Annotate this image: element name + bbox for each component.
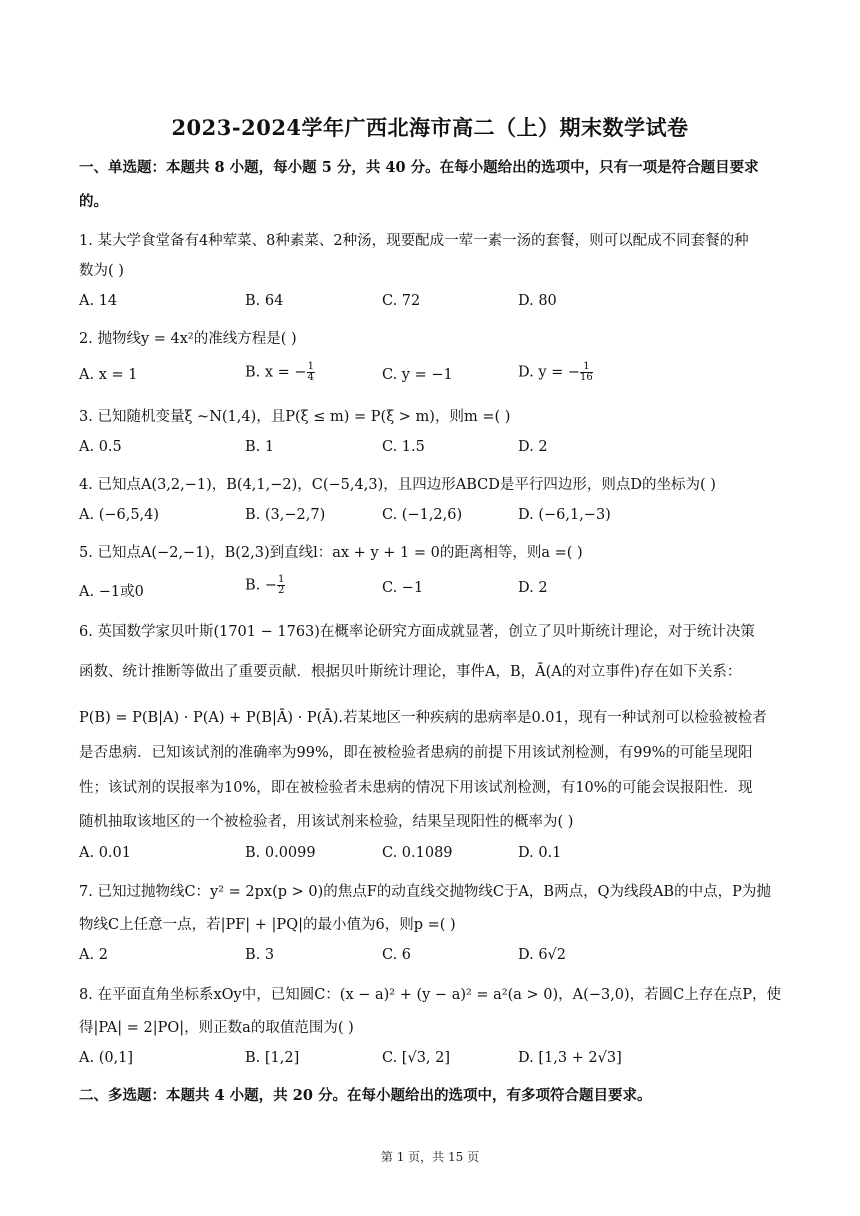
q8-option-a: A. (0,1] [79,1050,134,1066]
q1-option-d: D. 80 [518,293,557,309]
q1-text-line1: 1. 某大学食堂备有4种荤菜、8种素菜、2种汤，现要配成一荤一素一汤的套餐，则可以配成不同套餐的种 [79,233,749,249]
q2-option-d-label: D. y = − [518,364,581,381]
q5-option-b-fraction [277,575,285,596]
q4-option-b: B. (3,−2,7) [245,507,326,523]
q8-text-line2: 得|PA| = 2|PO|，则正数a的取值范围为( ) [79,1020,354,1036]
q6-option-b: B. 0.0099 [245,845,316,861]
exam-title: 2023-2024学年广西北海市高二（上）期末数学试卷 [171,115,689,140]
q2-text: 2. 抛物线y = 4x²的准线方程是( ) [79,331,297,347]
q7-option-b: B. 3 [245,947,275,963]
q3-option-a: A. 0.5 [79,439,122,455]
q1-option-b: B. 64 [245,293,284,309]
q6-text-line4: 是否患病．已知该试剂的准确率为99%，即在被检验者患病的前提下用该试剂检测，有99%的可能呈现阳 [79,745,753,761]
q6-option-d: D. 0.1 [518,845,562,861]
q5-option-d: D. 2 [518,580,548,596]
q8-option-d: D. [1,3 + 2√3] [518,1050,622,1066]
q2-option-b-fraction [307,362,315,383]
q1-text-line2: 数为( ) [79,263,124,279]
q1-option-c: C. 72 [382,293,421,309]
q4-option-d: D. (−6,1,−3) [518,507,611,523]
q5-option-b-numerator: 1 [278,574,285,585]
q6-text-line1: 6. 英国数学家贝叶斯(1701 − 1763)在概率论研究方面成就显著，创立了贝叶斯统计理论，对于统计决策 [79,624,755,640]
section1-heading-line1: 一、单选题：本题共 8 小题，每小题 5 分，共 40 分。在每小题给出的选项中，只有一项是符合题目要求 [79,159,759,176]
q2-option-b-numerator: 1 [307,361,314,372]
q7-option-c: C. 6 [382,947,412,963]
section2-heading: 二、多选题：本题共 4 小题，共 20 分。在每小题给出的选项中，有多项符合题目要求。 [79,1087,652,1104]
q6-option-a: A. 0.01 [79,845,131,861]
q5-option-b-denominator: 2 [278,585,285,596]
q6-text-line5: 性；该试剂的误报率为10%，即在被检验者未患病的情况下用该试剂检测，有10%的可能会误报阳性．现 [79,780,753,796]
q2-option-d [518,362,593,383]
q2-option-d-numerator: 1 [580,362,593,373]
q7-text-line2: 物线C上任意一点，若|PF| + |PQ|的最小值为6，则p =( ) [79,917,456,933]
q5-option-c: C. −1 [382,580,424,596]
q6-text-line2: 函数、统计推断等做出了重要贡献．根据贝叶斯统计理论，事件A，B，Ā(A的对立事件)存在如下关系： [79,664,742,680]
q2-option-c: C. y = −1 [382,367,453,383]
q4-text: 4. 已知点A(3,2,−1)，B(4,1,−2)，C(−5,4,3)，且四边形ABCD是平行四边形，则点D的坐标为( ) [79,477,716,493]
q2-option-d-fraction [580,362,593,383]
q8-option-b: B. [1,2] [245,1050,300,1066]
q3-text: 3. 已知随机变量ξ ~N(1,4)，且P(ξ ≤ m) = P(ξ > m)，则m =( ) [79,409,511,425]
q8-text-line1: 8. 在平面直角坐标系xOy中，已知圆C：(x − a)² + (y − a)² = a²(a > 0)，A(−3,0)，若圆C上存在点P，使 [79,987,782,1003]
q2-option-a: A. x = 1 [79,367,138,383]
q2-option-b-denominator: 4 [307,372,314,383]
q5-option-a: A. −1或0 [79,584,144,600]
q1-option-a: A. 14 [79,293,118,309]
q3-option-d: D. 2 [518,439,548,455]
q6-option-c: C. 0.1089 [382,845,453,861]
q5-option-b-label: B. − [245,577,278,594]
q2-option-b [245,362,315,383]
q7-option-a: A. 2 [79,947,108,963]
q6-text-line3: P(B) = P(B|A) · P(A) + P(B|Ā) · P(Ā).若某地区一种疾病的患病率是0.01，现有一种试剂可以检验被检者 [79,710,767,726]
q5-text: 5. 已知点A(−2,−1)，B(2,3)到直线l：ax + y + 1 = 0的距离相等，则a =( ) [79,545,583,561]
q3-option-b: B. 1 [245,439,275,455]
q2-option-b-label: B. x = − [245,364,307,381]
section1-heading-line2: 的。 [79,193,108,210]
q5-option-b [245,575,285,596]
q4-option-c: C. (−1,2,6) [382,507,463,523]
q2-option-d-denominator: 16 [580,372,593,383]
q4-option-a: A. (−6,5,4) [79,507,160,523]
q8-option-c: C. [√3, 2] [382,1050,451,1066]
q6-text-line6: 随机抽取该地区的一个被检验者，用该试剂来检验，结果呈现阳性的概率为( ) [79,814,574,830]
page-footer: 第 1 页，共 15 页 [380,1150,480,1164]
q3-option-c: C. 1.5 [382,439,425,455]
q7-text-line1: 7. 已知过抛物线C：y² = 2px(p > 0)的焦点F的动直线交抛物线C于A，B两点，Q为线段AB的中点，P为抛 [79,884,771,900]
q7-option-d: D. 6√2 [518,947,567,963]
